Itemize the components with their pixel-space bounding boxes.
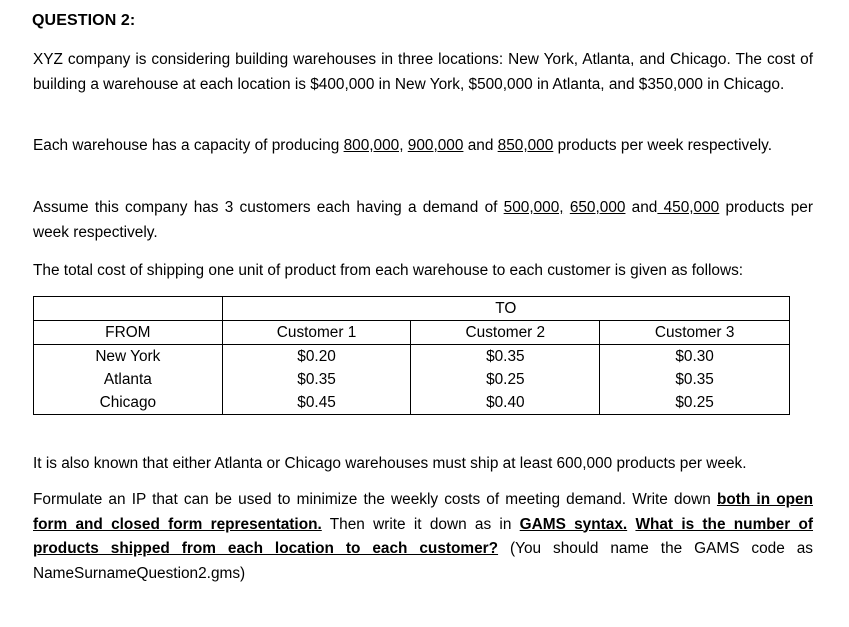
intro-paragraph: XYZ company is considering building warehouses in three locations: New York, Atlanta, and Chicago. The cost of building a warehouse at each location is $400,000 in New York, $500,000 in Atlanta, and $350,000 in Chicago. xyxy=(33,51,813,93)
table-cost-cell: $0.35 xyxy=(222,368,411,391)
task-text-1: Formulate an IP that can be used to minimize the weekly costs of meeting demand. Write down xyxy=(33,491,717,508)
task-text-3: (You should name the GAMS code as NameSurnameQuestion2.gms) xyxy=(33,540,814,582)
capacity-paragraph xyxy=(33,134,813,159)
table-row xyxy=(34,345,790,369)
capacity-atlanta: 900,000 xyxy=(407,137,464,154)
table-cost-cell: $0.35 xyxy=(411,345,600,369)
shipping-cost-intro: The total cost of shipping one unit of product from each warehouse to each customer is given as follows: xyxy=(33,262,744,279)
table-cost-cell: $0.25 xyxy=(411,368,600,391)
table-row xyxy=(34,391,790,415)
table-from-cell: New York xyxy=(34,345,223,369)
question-heading: QUESTION 2: xyxy=(32,12,136,29)
task-emphasis-gams: GAMS syntax. xyxy=(519,515,628,533)
task-paragraph xyxy=(33,488,813,586)
table-customer-3-header: Customer 3 xyxy=(600,321,790,345)
capacity-chicago: 850,000 xyxy=(497,137,554,154)
table-cost-cell: $0.25 xyxy=(600,391,790,415)
table-from-cell: Chicago xyxy=(34,391,223,415)
table-row xyxy=(34,368,790,391)
demand-customer-2: 650,000 xyxy=(569,199,626,216)
demand-paragraph xyxy=(33,196,813,245)
table-customer-1-header: Customer 1 xyxy=(222,321,411,345)
demand-text-before: Assume this company has 3 customers each having a demand of xyxy=(33,199,504,216)
constraint-paragraph: It is also known that either Atlanta or Chicago warehouses must ship at least 600,000 products per week. xyxy=(33,455,747,472)
demand-sep-2: and xyxy=(625,199,658,216)
table-cost-cell: $0.30 xyxy=(600,345,790,369)
capacity-text-after: products per week respectively. xyxy=(553,137,772,154)
capacity-text-before: Each warehouse has a capacity of producing xyxy=(33,137,344,154)
demand-customer-3: 450,000 xyxy=(657,199,720,216)
shipping-cost-table xyxy=(33,296,790,415)
table-header-row xyxy=(34,321,790,345)
table-cost-cell: $0.20 xyxy=(222,345,411,369)
demand-customer-1: 500,000, xyxy=(503,199,564,216)
table-cost-cell: $0.35 xyxy=(600,368,790,391)
table-to-row xyxy=(34,297,790,321)
table-cost-cell: $0.45 xyxy=(222,391,411,415)
capacity-sep-2: and xyxy=(463,137,498,154)
task-emphasis-question: What is the number of products shipped from each location to each customer? xyxy=(33,515,814,557)
table-from-cell: Atlanta xyxy=(34,368,223,391)
task-text-2: Then write it down as in xyxy=(321,515,520,533)
table-to-header: TO xyxy=(222,297,789,321)
table-cost-cell: $0.40 xyxy=(411,391,600,415)
demand-text-after: products per week respectively. xyxy=(33,199,813,241)
table-from-header: FROM xyxy=(34,321,223,345)
capacity-new-york: 800,000, xyxy=(343,137,404,154)
table-corner-cell xyxy=(34,297,223,321)
task-emphasis-forms: both in open form and closed form representation. xyxy=(33,491,813,533)
table-customer-2-header: Customer 2 xyxy=(411,321,600,345)
